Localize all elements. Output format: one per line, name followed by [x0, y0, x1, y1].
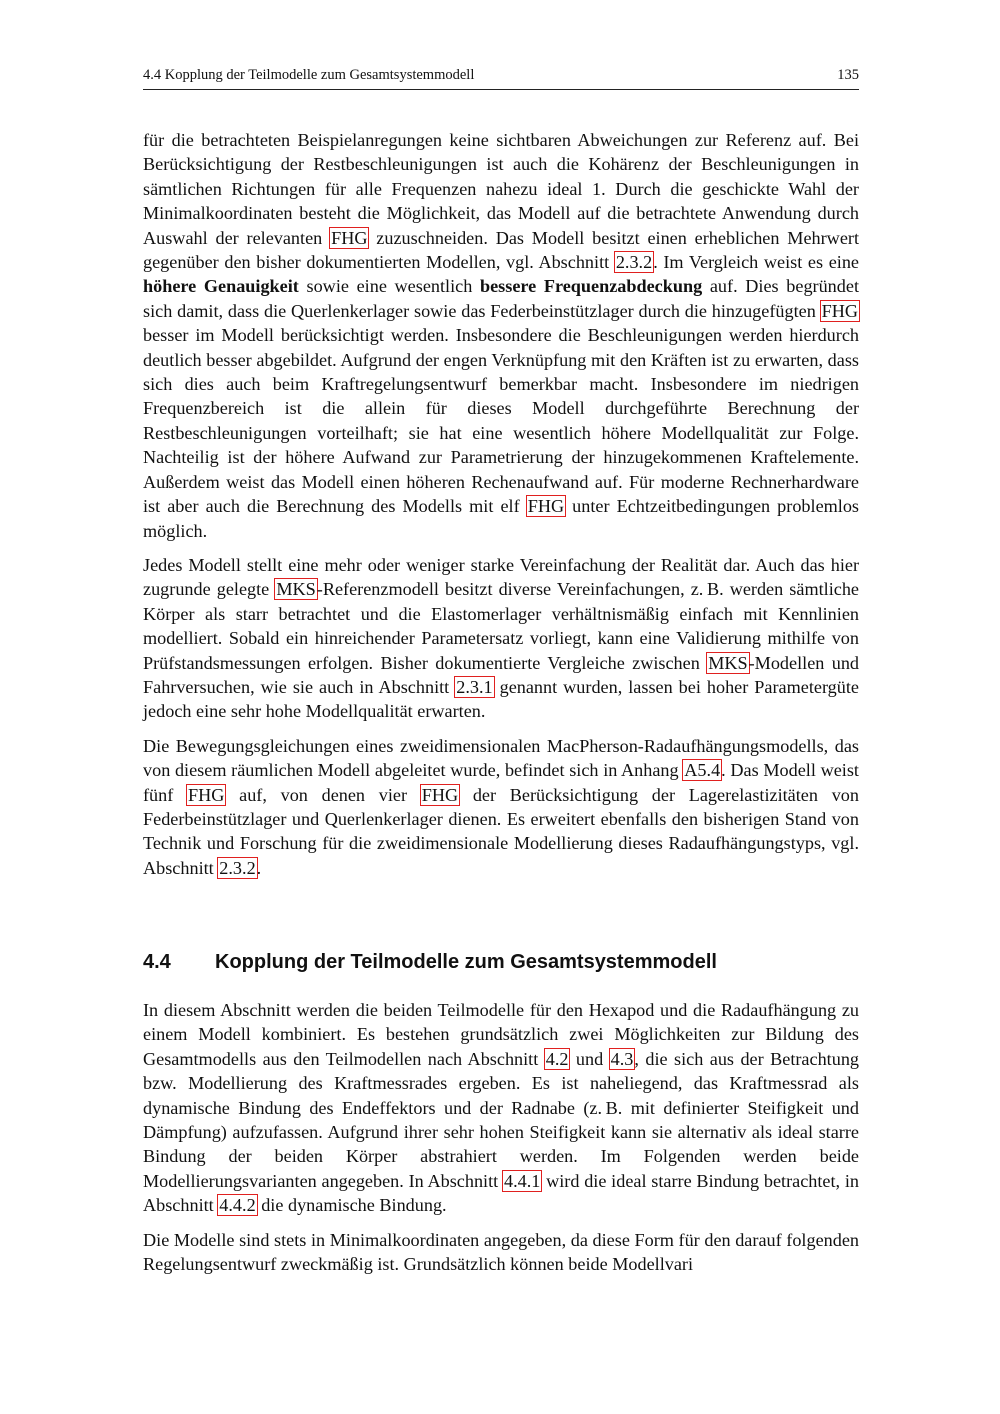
paragraph-1: [143, 128, 859, 543]
emphasis-text: bessere Frequenzabdeckung: [479, 276, 703, 297]
text-span: .: [256, 857, 262, 878]
text-span: die dynamische Bindung.: [256, 1195, 447, 1216]
section-number: 4.4: [143, 951, 171, 973]
text-span: -Referenzmodell besitzt diverse Vereinfachungen, z. B. werden sämtliche Körper als starr betrachtet und die Elastomerlager verhältnismäßig einfach mit Kennlinien modelliert. Sobald ein hinreichender Parametersatz vorliegt, kann eine Validierung mithilfe von Prüfstandsmessungen erfolgen. Bisher dokumentierte Vergleiche zwischen: [143, 579, 859, 673]
running-title: 4.4 Kopplung der Teilmodelle zum Gesamtsystemmodell: [143, 67, 475, 83]
text-span: . Das Modell weist fünf: [143, 760, 859, 805]
section-link[interactable]: 4.2: [545, 1048, 569, 1069]
text-span: zuzuschneiden. Das Modell besitzt einen erheblichen Mehrwert gegenüber den bisher dokumentierten Modellen, vgl. Abschnitt: [143, 227, 860, 273]
text-span: -Modellen und Fahrversuchen, wie sie auch in Abschnitt: [143, 652, 860, 697]
section-link[interactable]: 2.3.2: [219, 857, 256, 878]
emphasis-text: höhere Genauigkeit: [143, 276, 299, 297]
text-span: unter Echtzeitbedingungen problemlos möglich.: [143, 496, 860, 541]
section-link[interactable]: 4.4.2: [219, 1195, 256, 1216]
text-span: genannt wurden, lassen bei hoher Parametergüte jedoch eine sehr hohe Modellqualität erwarten.: [143, 676, 859, 722]
paragraph-3: [143, 734, 859, 880]
text-span: für die betrachteten Beispielanregungen keine sichtbaren Abweichungen zur Referenz auf. Bei Berücksichtigung der Restbeschleunigungen ist auch die Kohärenz der Beschleunigungen in sämtlichen Richtungen für alle Frequenzen nahezu ideal 1. Durch die geschickte Wahl der Minimalkoordinaten besteht die Möglichkeit, das Modell auf die betrachtete Anwendung durch Auswahl der relevanten: [143, 130, 859, 248]
abbrev-link-mks[interactable]: MKS: [276, 579, 316, 600]
text-span: besser im Modell berücksichtigt werden. Insbesondere die Beschleunigungen werden hierdurch deutlich besser abgebildet. Aufgrund der engen Verknüpfung mit den Kräften ist zu erwarten, dass sich dies auch beim Kraftregelungsentwurf bemerkbar macht. Insbesondere im niedrigen Frequenzbereich ist die allein für dieses Modell durchgeführte Berechnung der Restbeschleunigungen vorteilhaft; sie hat eine wesentlich höhere Modellqualität zur Folge. Nachteilig ist der höhere Aufwand zur Parametrierung der hinzugekommenen Kraftelemente. Außerdem weist das Modell einen höheren Rechenaufwand auf. Für moderne Rechnerhardware ist aber auch die Berechnung des Modells mit elf: [143, 325, 859, 517]
abbrev-link-fhg[interactable]: FHG: [331, 227, 368, 248]
text-span: . Im Vergleich weist es eine: [653, 252, 859, 273]
text-span: sowie eine wesentlich: [298, 276, 480, 297]
text-span: wird die ideal starre Bindung betrachtet, in Abschnitt: [143, 1170, 859, 1216]
text-span: auf. Dies begründet sich damit, dass die Querlenkerlager sowie das Federbeinstützlager durch die hinzugefügten: [143, 276, 859, 321]
running-header: [143, 67, 859, 90]
section-link[interactable]: 2.3.2: [615, 252, 653, 273]
paragraph-5: [143, 1228, 859, 1277]
text-span: und: [569, 1048, 610, 1069]
text-span: Die Bewegungsgleichungen eines zweidimensionalen MacPherson-Radaufhängungsmodells, das von diesem räumlichen Modell abgeleitet wurde, befindet sich in Anhang: [143, 735, 859, 781]
text-span: In diesem Abschnitt werden die beiden Teilmodelle für den Hexapod und die Radaufhängung zu einem Modell kombiniert. Es bestehen grundsätzlich zwei Möglichkeiten zur Bildung des Gesamtmodells aus den Teilmodellen nach Abschnitt: [143, 1000, 859, 1069]
section-body: [143, 998, 859, 1286]
section-link[interactable]: 4.3: [610, 1048, 634, 1069]
abbrev-link-fhg[interactable]: FHG: [821, 300, 858, 321]
abbrev-link-fhg[interactable]: FHG: [527, 496, 565, 517]
abbrev-link-mks[interactable]: MKS: [708, 652, 748, 673]
text-span: der Berücksichtigung der Lagerelastizitäten von Federbeinstützlager und Querlenkerlager dienen. Es erweitert ebenfalls den bisherigen Stand von Technik und Forschung für die zweidimensionale Modellierung dieses Radaufhängungstyps, vgl. Abschnitt: [143, 784, 859, 878]
body-text: [143, 128, 859, 890]
paragraph-4: [143, 998, 859, 1218]
text-span: auf, von denen vier: [225, 784, 421, 805]
page-number: 135: [837, 67, 859, 83]
section-link[interactable]: 2.3.1: [456, 676, 493, 697]
abbrev-link-fhg[interactable]: FHG: [188, 784, 225, 805]
text-span: , die sich aus der Betrachtung bzw. Modellierung des Kraftmessrades ergeben. Es ist naheliegend, das Kraftmessrad als dynamische Bindung des Endeffektors und der Radnabe (z. B. mit definierter Steifigkeit und Dämpfung) aufzufassen. Aufgrund ihrer sehr hohen Steifigkeit kann sie alternativ als ideal starre Bindung der beiden Körper abstrahiert werden. Im Folgenden werden beide Modellierungsvarianten angegeben. In Abschnitt: [143, 1048, 860, 1191]
paragraph-2: [143, 553, 859, 724]
abbrev-link-fhg[interactable]: FHG: [421, 784, 459, 805]
section-heading: [143, 951, 717, 974]
section-link[interactable]: 4.4.1: [503, 1170, 541, 1191]
section-title: Kopplung der Teilmodelle zum Gesamtsystemmodell: [215, 951, 717, 973]
text-span: Die Modelle sind stets in Minimalkoordinaten angegeben, da diese Form für den darauf folgenden Regelungsentwurf zweckmäßig ist. Grundsätzlich können beide Modellvari: [143, 1229, 859, 1275]
text-span: Jedes Modell stellt eine mehr oder weniger starke Vereinfachung der Realität dar. Auch das hier zugrunde gelegte: [143, 554, 859, 600]
appendix-link[interactable]: A5.4: [684, 760, 721, 781]
